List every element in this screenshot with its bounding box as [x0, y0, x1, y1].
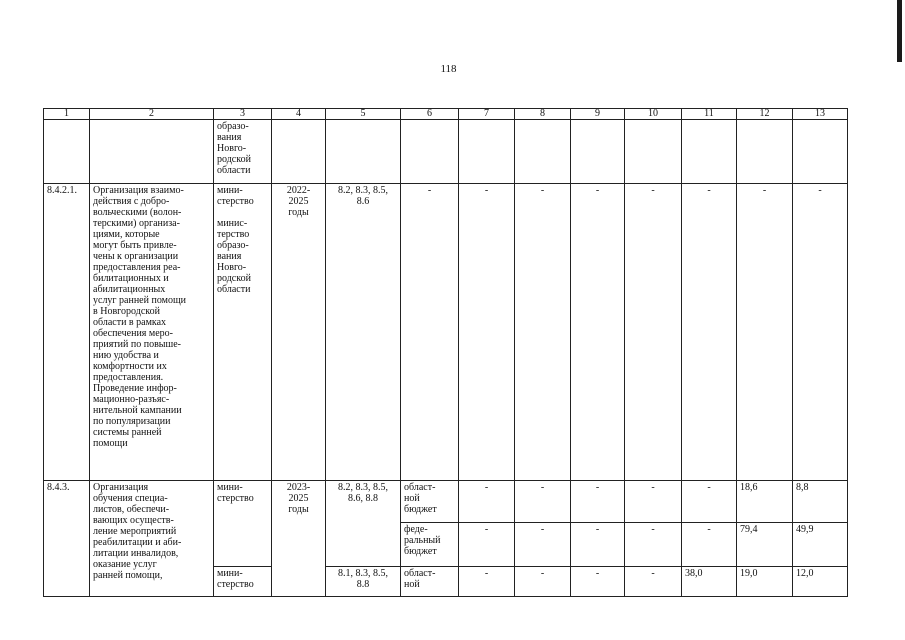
executor-cell: мини- стерство минис- терство образо- вания Новго- родской области: [214, 184, 272, 481]
table-row-continuation: [44, 120, 848, 184]
value-cell: 8,8: [793, 481, 848, 523]
value-cell: -: [459, 523, 515, 567]
column-header: 5: [326, 109, 401, 120]
value-cell: 38,0: [682, 567, 737, 597]
indicators-cell: 8.1, 8.3, 8.5, 8.8: [326, 567, 401, 597]
activity-title: Организация обучения специа- листов, обеспечи- вающих осуществ- ление мероприятий реабилитации и аби- литации инвалидов, оказание услуг ранней помощи,: [90, 481, 214, 597]
row-number: 8.4.2.1.: [44, 184, 90, 481]
value-cell: -: [682, 481, 737, 523]
value-cell: 18,6: [737, 481, 793, 523]
value-cell: 79,4: [737, 523, 793, 567]
column-header: 12: [737, 109, 793, 120]
indicators-cell: 8.2, 8.3, 8.5, 8.6, 8.8: [326, 481, 401, 567]
value-cell: -: [571, 481, 625, 523]
executor-cell: образо- вания Новго- родской области: [214, 120, 272, 184]
value-cell: -: [515, 567, 571, 597]
value-cell: -: [625, 481, 682, 523]
column-header: 7: [459, 109, 515, 120]
value-cell: -: [459, 184, 515, 481]
value-cell: -: [682, 184, 737, 481]
period-cell: 2023- 2025 годы: [272, 481, 326, 597]
period-cell: 2022- 2025 годы: [272, 184, 326, 481]
value-cell: -: [625, 184, 682, 481]
column-header: 13: [793, 109, 848, 120]
value-cell: -: [515, 184, 571, 481]
table-row-843: [44, 481, 848, 523]
column-header: 11: [682, 109, 737, 120]
funding-source: феде- ральный бюджет: [401, 523, 459, 567]
value-cell: -: [401, 184, 459, 481]
table-row-8421: [44, 184, 848, 481]
value-cell: -: [571, 567, 625, 597]
value-cell: -: [793, 184, 848, 481]
row-number: 8.4.3.: [44, 481, 90, 597]
value-cell: -: [625, 523, 682, 567]
executor-cell: мини- стерство: [214, 567, 272, 597]
page-number: 118: [440, 63, 457, 75]
column-header: 8: [515, 109, 571, 120]
indicators-cell: 8.2, 8.3, 8.5, 8.6: [326, 184, 401, 481]
value-cell: 19,0: [737, 567, 793, 597]
column-number-row: [44, 109, 848, 120]
activity-title: Организация взаимо- действия с добро- вольческими (волон- терскими) организа- циями, которые могут быть привле- чены к организации предоставления реа- билитационных и абилитационных услуг ранней помощи в Новгородской области в рамках обеспечения меро- приятий по повыше- нию удобства и комфортности их предоставления. Проведение инфор- мационно-разъяс- нительной кампании по популяризации системы ранней помощи: [90, 184, 214, 481]
value-cell: -: [515, 481, 571, 523]
column-header: 1: [44, 109, 90, 120]
value-cell: -: [515, 523, 571, 567]
column-header: 4: [272, 109, 326, 120]
executor-cell: мини- стерство: [214, 481, 272, 567]
value-cell: -: [682, 523, 737, 567]
value-cell: -: [459, 567, 515, 597]
value-cell: 12,0: [793, 567, 848, 597]
column-header: 9: [571, 109, 625, 120]
value-cell: -: [737, 184, 793, 481]
column-header: 10: [625, 109, 682, 120]
page-edge-mark: [897, 0, 902, 62]
value-cell: -: [625, 567, 682, 597]
column-header: 3: [214, 109, 272, 120]
column-header: 2: [90, 109, 214, 120]
value-cell: -: [459, 481, 515, 523]
value-cell: -: [571, 184, 625, 481]
program-table: [43, 108, 848, 597]
column-header: 6: [401, 109, 459, 120]
funding-source: област- ной бюджет: [401, 481, 459, 523]
funding-source: област- ной: [401, 567, 459, 597]
value-cell: -: [571, 523, 625, 567]
value-cell: 49,9: [793, 523, 848, 567]
